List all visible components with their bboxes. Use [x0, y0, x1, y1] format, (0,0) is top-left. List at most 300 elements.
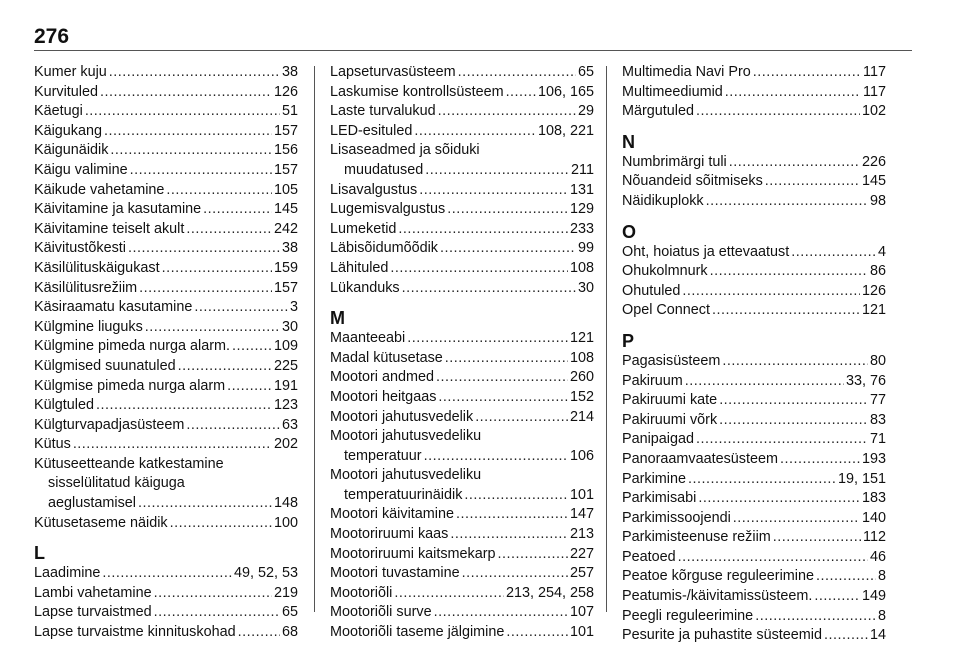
- index-entry[interactable]: [622, 607, 886, 627]
- index-entry[interactable]: [330, 388, 594, 408]
- page-reference: 112: [863, 529, 886, 546]
- index-term: Külgturvapadjasüsteem: [34, 416, 185, 433]
- dot-leader: [104, 122, 272, 142]
- index-term: Käsilülitusrežiim: [34, 279, 138, 296]
- dot-leader: [696, 102, 860, 122]
- index-term: Märgutuled: [622, 103, 694, 120]
- index-entry[interactable]: [34, 122, 298, 142]
- index-entry[interactable]: [330, 259, 594, 279]
- dot-leader: [733, 509, 860, 529]
- page-reference: 226: [861, 153, 886, 170]
- page-reference: 117: [863, 83, 886, 100]
- page-reference: 33, 76: [845, 372, 886, 389]
- dot-leader: [139, 279, 272, 299]
- dot-leader: [464, 486, 568, 506]
- page-reference: 225: [273, 357, 298, 374]
- index-entry[interactable]: [34, 161, 298, 181]
- index-entry[interactable]: [34, 239, 298, 259]
- index-entry[interactable]: [330, 584, 594, 604]
- page-reference: 101: [569, 624, 594, 641]
- index-entry-line: Mootori jahutusvedeliku: [330, 428, 482, 445]
- page-reference: 117: [863, 64, 886, 80]
- page-reference: 108, 221: [537, 122, 594, 139]
- index-entry[interactable]: [330, 623, 594, 643]
- dot-leader: [682, 282, 860, 302]
- page-reference: 51: [281, 103, 298, 120]
- dot-leader: [462, 564, 568, 584]
- index-entry[interactable]: [34, 220, 298, 240]
- page-reference: 109: [273, 338, 298, 355]
- dot-leader: [436, 368, 568, 388]
- index-entry[interactable]: [330, 349, 594, 369]
- index-entry[interactable]: [622, 450, 886, 470]
- dot-leader: [719, 391, 868, 411]
- page-reference: 193: [861, 450, 886, 467]
- dot-leader: [398, 220, 568, 240]
- index-term: Mootoriõli surve: [330, 604, 432, 621]
- page-reference: 105: [273, 181, 298, 198]
- index-entry[interactable]: [330, 122, 594, 142]
- dot-leader: [755, 607, 876, 627]
- dot-leader: [390, 259, 568, 279]
- dot-leader: [128, 239, 280, 259]
- page-reference: 157: [273, 122, 298, 139]
- index-term: Käivitamine ja kasutamine: [34, 201, 202, 218]
- dot-leader: [712, 301, 860, 321]
- dot-leader: [440, 239, 576, 259]
- dot-leader: [73, 435, 272, 455]
- index-entry[interactable]: [34, 337, 298, 357]
- page-reference: 101: [569, 486, 594, 503]
- index-term: Lambi vahetamine: [34, 584, 152, 601]
- index-entry[interactable]: [34, 181, 298, 201]
- index-entry[interactable]: [330, 486, 594, 506]
- index-entry[interactable]: [330, 564, 594, 584]
- dot-leader: [506, 623, 568, 643]
- index-term: Käsilülituskäigukast: [34, 259, 160, 276]
- page-reference: 102: [861, 103, 886, 120]
- index-entry[interactable]: [34, 377, 298, 397]
- index-entry[interactable]: [34, 396, 298, 416]
- index-term: Lapseturvasüsteem: [330, 64, 456, 80]
- page-reference: 80: [869, 352, 886, 369]
- dot-leader: [729, 153, 860, 173]
- dot-leader: [414, 122, 536, 142]
- page-reference: 68: [281, 624, 298, 641]
- dot-leader: [445, 349, 568, 369]
- index-term: Lumeketid: [330, 220, 397, 237]
- dot-leader: [425, 161, 569, 181]
- dot-leader: [719, 411, 868, 431]
- dot-leader: [678, 548, 868, 568]
- page-reference: 77: [869, 392, 886, 409]
- dot-leader: [238, 623, 280, 643]
- index-entry[interactable]: [622, 528, 886, 548]
- index-term: Käigukang: [34, 122, 103, 139]
- index-entry[interactable]: [34, 259, 298, 279]
- index-entry[interactable]: [330, 200, 594, 220]
- dot-leader: [458, 63, 576, 83]
- dot-leader: [419, 181, 568, 201]
- index-term: Lähituled: [330, 259, 389, 276]
- page-reference: 106, 165: [537, 83, 594, 100]
- index-column-1: [34, 63, 298, 643]
- index-entry[interactable]: [330, 181, 594, 201]
- dot-leader: [85, 102, 280, 122]
- dot-leader: [814, 587, 860, 607]
- page-reference: 19, 151: [837, 470, 886, 487]
- page-reference: 242: [273, 220, 298, 237]
- dot-leader: [780, 450, 860, 470]
- dot-leader: [438, 102, 576, 122]
- index-entry[interactable]: [622, 172, 886, 192]
- index-entry[interactable]: [330, 525, 594, 545]
- page-reference: 145: [273, 201, 298, 218]
- index-term: Multimeediumid: [622, 83, 723, 100]
- page-reference: 98: [869, 192, 886, 209]
- index-term: Oht, hoiatus ja ettevaatust: [622, 243, 790, 260]
- index-column-2: [330, 63, 594, 643]
- index-entry[interactable]: [622, 626, 886, 646]
- index-entry[interactable]: [330, 220, 594, 240]
- dot-leader: [166, 181, 272, 201]
- dot-leader: [447, 200, 568, 220]
- index-term: Külgmise pimeda nurga alarm: [34, 377, 226, 394]
- index-entry[interactable]: [330, 83, 594, 103]
- index-entry[interactable]: [330, 63, 594, 83]
- page-reference: 157: [273, 161, 298, 178]
- index-term: Käigu valimine: [34, 161, 128, 178]
- index-term: Laadimine: [34, 565, 101, 582]
- index-letter-heading: P: [622, 330, 635, 351]
- page-reference: 159: [273, 259, 298, 276]
- index-entry[interactable]: [34, 298, 298, 318]
- dot-leader: [178, 357, 272, 377]
- index-term: Külgtuled: [34, 397, 95, 414]
- index-term: Kurvituled: [34, 83, 98, 100]
- index-term: Opel Connect: [622, 302, 710, 319]
- dot-leader: [194, 298, 288, 318]
- dot-leader: [424, 447, 568, 467]
- index-entry[interactable]: [34, 494, 298, 514]
- page-reference: 121: [861, 302, 886, 319]
- index-entry[interactable]: [330, 408, 594, 428]
- index-term: Lapse turvaistme kinnituskohad: [34, 624, 236, 641]
- index-term: temperatuurinäidik: [344, 486, 463, 503]
- page-reference: 8: [877, 607, 886, 624]
- index-entry[interactable]: [622, 430, 886, 450]
- index-entry[interactable]: [622, 372, 886, 392]
- index-term: Mootori andmed: [330, 369, 434, 386]
- page-reference: 121: [569, 330, 594, 347]
- index-term: Ohukolmnurk: [622, 263, 708, 280]
- index-term: Pakiruumi võrk: [622, 411, 718, 428]
- index-entry[interactable]: [622, 301, 886, 321]
- page-reference: 106: [569, 447, 594, 464]
- page-reference: 4: [877, 243, 886, 260]
- dot-leader: [816, 567, 876, 587]
- dot-leader: [154, 584, 272, 604]
- index-term: Lisavalgustus: [330, 181, 418, 198]
- index-term: Numbrimärgi tuli: [622, 153, 727, 170]
- page-reference: 38: [281, 240, 298, 257]
- index-term: Mootori heitgaas: [330, 388, 437, 405]
- index-term: Lapse turvaistmed: [34, 604, 152, 621]
- dot-leader: [110, 141, 272, 161]
- index-entry[interactable]: [622, 470, 886, 490]
- page-reference: 148: [273, 495, 298, 512]
- index-term: Külgmine liuguks: [34, 318, 143, 335]
- page-reference: 126: [273, 83, 298, 100]
- page-reference: 260: [569, 369, 594, 386]
- dot-leader: [824, 626, 868, 646]
- page-reference: 157: [273, 279, 298, 296]
- index-term: Peatumis-/käivitamissüsteem.: [622, 588, 813, 605]
- dot-leader: [685, 372, 844, 392]
- page-reference: 8: [877, 568, 886, 585]
- index-entry[interactable]: [330, 368, 594, 388]
- index-term: LED-esituled: [330, 122, 413, 139]
- dot-leader: [498, 545, 568, 565]
- index-entry[interactable]: [34, 357, 298, 377]
- index-term: Külgmised suunatuled: [34, 357, 176, 374]
- index-term: Peatoe kõrguse reguleerimine: [622, 568, 814, 585]
- index-term: Käivitamine teiselt akult: [34, 220, 185, 237]
- index-term: Mootoriõli taseme jälgimine: [330, 624, 505, 641]
- index-term: Kütusetaseme näidik: [34, 514, 168, 531]
- index-entry[interactable]: [330, 239, 594, 259]
- page-reference: 86: [869, 263, 886, 280]
- index-entry[interactable]: [34, 63, 298, 83]
- dot-leader: [130, 161, 272, 181]
- dot-leader: [402, 279, 576, 299]
- index-term: Mootoriruumi kaitsmekarp: [330, 545, 496, 562]
- index-entry[interactable]: [622, 243, 886, 263]
- dot-leader: [710, 262, 868, 282]
- index-entry[interactable]: [622, 587, 886, 607]
- page-reference: 108: [569, 259, 594, 276]
- index-term: Käetugi: [34, 103, 83, 120]
- index-letter-heading: L: [34, 543, 45, 564]
- dot-leader: [186, 220, 272, 240]
- index-term: Multimedia Navi Pro: [622, 64, 751, 80]
- index-entry[interactable]: [622, 192, 886, 212]
- page-reference: 145: [861, 173, 886, 190]
- dot-leader: [407, 329, 568, 349]
- page-reference: 156: [273, 142, 298, 159]
- dot-leader: [96, 396, 272, 416]
- index-entry[interactable]: [330, 329, 594, 349]
- index-entry[interactable]: [622, 262, 886, 282]
- dot-leader: [102, 564, 232, 584]
- page-reference: 233: [569, 220, 594, 237]
- dot-leader: [791, 243, 876, 263]
- index-entry[interactable]: [34, 83, 298, 103]
- page-reference: 29: [577, 103, 594, 120]
- index-term: Peegli reguleerimine: [622, 607, 754, 624]
- page-reference: 211: [571, 161, 594, 178]
- page-reference: 14: [869, 627, 886, 644]
- index-term: Kütus: [34, 436, 71, 453]
- page-reference: 191: [273, 377, 298, 394]
- dot-leader: [109, 63, 280, 83]
- index-entry[interactable]: [34, 603, 298, 623]
- page-reference: 213, 254, 258: [505, 584, 594, 601]
- page-reference: 123: [273, 397, 298, 414]
- index-term: Parkimine: [622, 470, 686, 487]
- index-entry[interactable]: [34, 318, 298, 338]
- index-entry[interactable]: [622, 489, 886, 509]
- index-entry[interactable]: [622, 411, 886, 431]
- page-reference: 147: [569, 506, 594, 523]
- dot-leader: [138, 494, 272, 514]
- index-term: Pagasisüsteem: [622, 352, 721, 369]
- index-entry[interactable]: [622, 548, 886, 568]
- index-entry[interactable]: [34, 514, 298, 534]
- index-entry[interactable]: [330, 505, 594, 525]
- index-entry[interactable]: [34, 416, 298, 436]
- dot-leader: [475, 408, 568, 428]
- dot-leader: [450, 525, 568, 545]
- page-reference: 126: [861, 282, 886, 299]
- dot-leader: [100, 83, 272, 103]
- index-entry[interactable]: [330, 447, 594, 467]
- column-divider: [606, 66, 607, 612]
- index-entry[interactable]: [622, 102, 886, 122]
- dot-leader: [162, 259, 272, 279]
- index-term: Lükanduks: [330, 279, 400, 296]
- dot-leader: [434, 603, 568, 623]
- page-reference: 30: [577, 279, 594, 296]
- dot-leader: [186, 416, 280, 436]
- page-reference: 71: [869, 431, 886, 448]
- page-reference: 100: [273, 514, 298, 531]
- index-term: Lugemisvalgustus: [330, 201, 446, 218]
- index-term: Kumer kuju: [34, 64, 107, 80]
- index-column-3: [622, 63, 886, 646]
- page-reference: 219: [273, 584, 298, 601]
- index-term: Pakiruumi kate: [622, 392, 718, 409]
- index-entry[interactable]: [622, 567, 886, 587]
- index-letter-heading: M: [330, 308, 345, 329]
- index-entry-line: Kütuseetteande katkestamine: [34, 455, 224, 472]
- dot-leader: [456, 505, 568, 525]
- index-entry[interactable]: [34, 584, 298, 604]
- index-entry[interactable]: [622, 509, 886, 529]
- index-entry[interactable]: [330, 102, 594, 122]
- page-reference: 183: [861, 490, 886, 507]
- page-reference: 65: [281, 604, 298, 621]
- page-reference: 63: [281, 416, 298, 433]
- index-entry[interactable]: [330, 603, 594, 623]
- page-reference: 149: [861, 588, 886, 605]
- page-reference: 38: [281, 64, 298, 80]
- page-reference: 131: [569, 181, 594, 198]
- index-term: Laskumise kontrollsüsteem: [330, 83, 504, 100]
- index-term: Laste turvalukud: [330, 103, 436, 120]
- index-entry[interactable]: [34, 623, 298, 643]
- index-entry[interactable]: [622, 282, 886, 302]
- header-rule: [34, 50, 912, 51]
- index-term: Mootori käivitamine: [330, 506, 454, 523]
- index-entry-line: sisselülitatud käiguga: [48, 475, 185, 492]
- dot-leader: [696, 430, 868, 450]
- index-term: aeglustamisel: [48, 495, 136, 512]
- index-entry[interactable]: [330, 279, 594, 299]
- index-entry[interactable]: [34, 435, 298, 455]
- page-reference: 107: [569, 604, 594, 621]
- dot-leader: [706, 192, 868, 212]
- page-reference: 202: [273, 436, 298, 453]
- index-term: Mootori jahutusvedelik: [330, 408, 474, 425]
- page-reference: 227: [569, 545, 594, 562]
- index-entry[interactable]: [330, 545, 594, 565]
- dot-leader: [394, 584, 504, 604]
- index-term: Näidikuplokk: [622, 192, 704, 209]
- dot-leader: [688, 470, 836, 490]
- index-term: Panipaigad: [622, 431, 695, 448]
- index-entry[interactable]: [622, 63, 886, 83]
- index-entry[interactable]: [622, 83, 886, 103]
- index-entry[interactable]: [34, 279, 298, 299]
- page-number: 276: [34, 25, 70, 48]
- index-entry[interactable]: [622, 352, 886, 372]
- index-entry[interactable]: [622, 391, 886, 411]
- index-entry[interactable]: [622, 153, 886, 173]
- index-term: Käigunäidik: [34, 142, 109, 159]
- index-term: Maanteeabi: [330, 330, 406, 347]
- dot-leader: [170, 514, 272, 534]
- index-term: Peatoed: [622, 548, 676, 565]
- index-term: Panoraamvaatesüsteem: [622, 450, 778, 467]
- index-term: Pakiruum: [622, 372, 683, 389]
- index-entry[interactable]: [330, 161, 594, 181]
- page-reference: 214: [569, 408, 594, 425]
- dot-leader: [232, 337, 272, 357]
- dot-leader: [145, 318, 280, 338]
- page-reference: 152: [569, 388, 594, 405]
- page-reference: 83: [869, 411, 886, 428]
- index-entry[interactable]: [34, 200, 298, 220]
- page-reference: 129: [569, 201, 594, 218]
- index-entry[interactable]: [34, 564, 298, 584]
- index-letter-heading: N: [622, 131, 635, 152]
- dot-leader: [722, 352, 868, 372]
- index-term: Parkimissoojendi: [622, 509, 731, 526]
- dot-leader: [765, 172, 860, 192]
- column-divider: [314, 66, 315, 612]
- index-entry[interactable]: [34, 141, 298, 161]
- dot-leader: [506, 83, 536, 103]
- page-reference: 140: [861, 509, 886, 526]
- dot-leader: [725, 83, 861, 103]
- index-term: Madal kütusetase: [330, 349, 443, 366]
- index-term: Käikude vahetamine: [34, 181, 165, 198]
- index-term: Mootoriruumi kaas: [330, 526, 449, 543]
- index-entry-line: Mootori jahutusvedeliku: [330, 467, 482, 484]
- index-term: Parkimisabi: [622, 490, 697, 507]
- dot-leader: [698, 489, 860, 509]
- index-term: Läbisõidumõõdik: [330, 240, 439, 257]
- index-term: Käivitustõkesti: [34, 240, 126, 257]
- index-term: muudatused: [344, 161, 424, 178]
- index-term: Parkimisteenuse režiim: [622, 529, 771, 546]
- index-term: temperatuur: [344, 447, 422, 464]
- page-reference: 46: [869, 548, 886, 565]
- index-entry[interactable]: [34, 102, 298, 122]
- dot-leader: [227, 377, 272, 397]
- page-reference: 30: [281, 318, 298, 335]
